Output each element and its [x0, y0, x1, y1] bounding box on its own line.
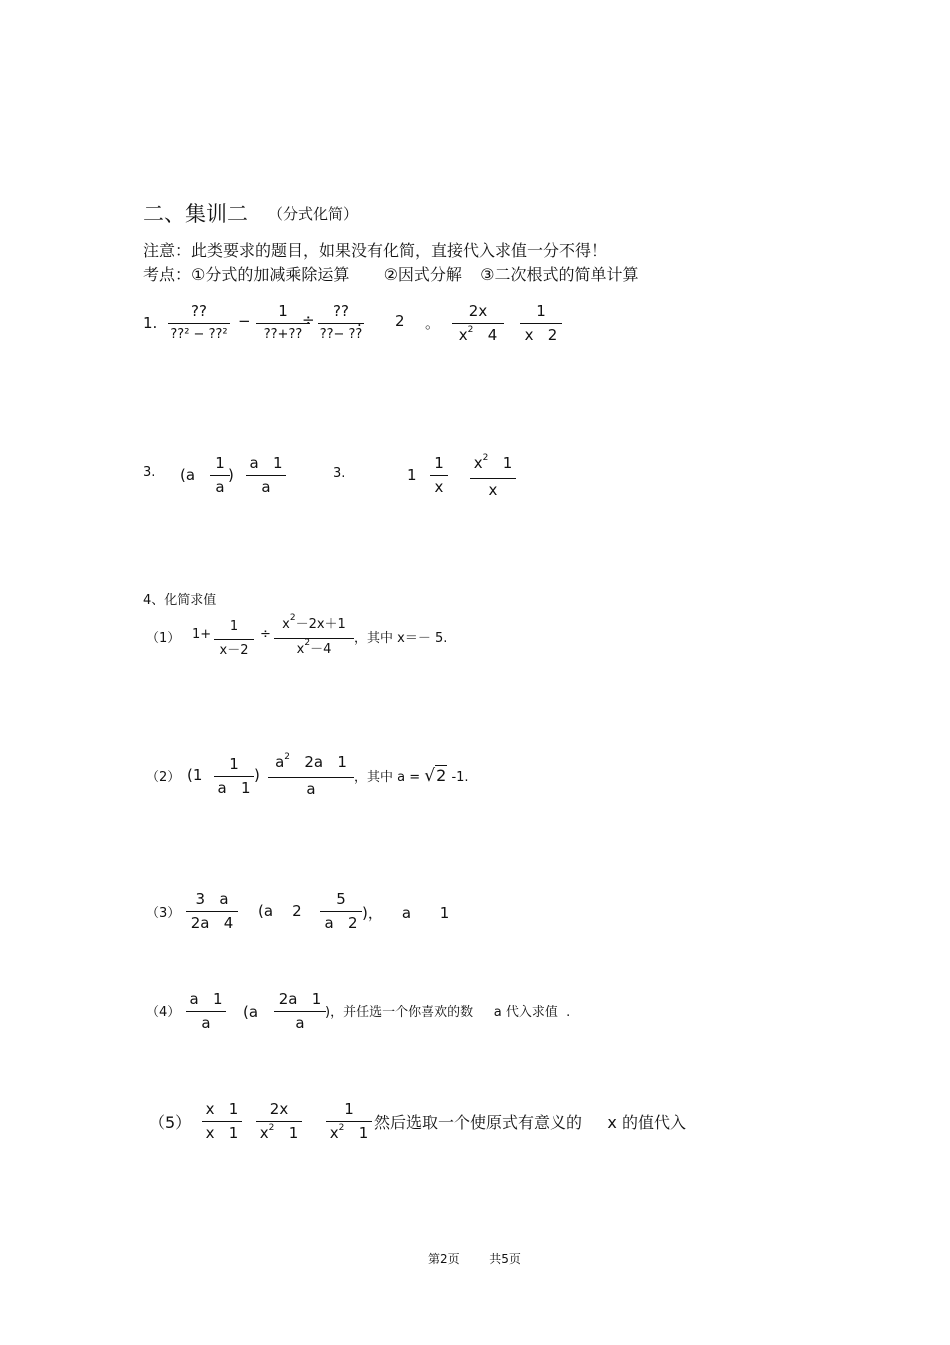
q4p1-f2-num: $x^2-2x+1$	[282, 613, 346, 632]
q4p3-fraction-1	[186, 889, 238, 933]
q4p4-open: (a	[243, 1003, 259, 1021]
q3b-f2-num: $x^2$ 1	[473, 453, 513, 472]
q4p4-f1-num: a 1	[189, 990, 223, 1008]
q2-fraction-1	[452, 301, 504, 348]
q4p2-fraction-1	[214, 754, 254, 798]
fraction-bar	[214, 776, 254, 777]
q2-f2-den: x 2	[524, 326, 558, 344]
q4p3-fraction-2	[320, 889, 362, 933]
q1-fraction-1	[168, 301, 230, 345]
footer	[428, 1250, 521, 1267]
q4p2-open: (1	[187, 766, 203, 784]
q4p1-fraction-2	[274, 615, 354, 661]
q4p3-f2-num: 5	[336, 890, 346, 908]
q4p3-tail: )， a 1	[362, 904, 450, 922]
q4p2-f1-den: a 1	[217, 779, 251, 797]
q3-fraction-1	[210, 453, 230, 497]
points-row	[143, 262, 638, 285]
q3-fraction-2	[246, 453, 286, 497]
q1-f3-den: ??− ??	[319, 327, 363, 342]
q4p1-f1-den: x－2	[219, 643, 249, 658]
q2-fraction-2	[520, 301, 562, 345]
q2-f2-num: 1	[536, 302, 546, 320]
q2-number: 2	[395, 312, 405, 330]
fraction-bar	[520, 323, 562, 324]
q3b-lead: 1	[407, 466, 417, 484]
point-1: ①分式的加减乘除运算	[191, 265, 350, 284]
sqrt-symbol: √2	[424, 766, 447, 786]
q3-close: )	[228, 466, 234, 484]
points-label: 考点：	[143, 265, 192, 284]
point-3: ③二次根式的简单计算	[480, 265, 639, 284]
fraction-bar	[246, 475, 286, 476]
q4p5-fraction-2	[256, 1099, 302, 1146]
point-2: ②因式分解	[383, 265, 462, 284]
q4p4-f2-den: a	[295, 1014, 305, 1032]
q1-number: 1.	[143, 314, 158, 332]
q1-f1-den: ??² − ??²	[170, 327, 228, 342]
q4p1-f1-num: 1	[229, 619, 239, 634]
q4p4-f2-num: 2a 1	[278, 990, 322, 1008]
q4p3-mid: (a 2	[258, 902, 302, 920]
fraction-bar	[452, 323, 504, 324]
q4p2-close: )	[254, 766, 260, 784]
q4p3-label: （3）	[146, 906, 181, 921]
q4p2-f2-num: $a^2$ 2a 1	[275, 752, 347, 771]
fraction-bar	[256, 1121, 302, 1122]
q4p1-tail: ，其中 x＝－ 5.	[354, 631, 448, 646]
fraction-bar	[186, 911, 238, 912]
q4p3-f1-num: 3 a	[195, 890, 229, 908]
q4p5-fraction-3	[326, 1099, 372, 1146]
q4p4-label: （4）	[146, 1005, 181, 1020]
q4p2-label: （2）	[146, 770, 181, 785]
q4p4-fraction-2	[274, 989, 326, 1033]
q4p5-f1-den: x 1	[205, 1124, 239, 1142]
q3b-fraction-2	[470, 453, 516, 500]
q4p2-f2-den: a	[306, 780, 316, 798]
q1-f2-den: ??+??	[263, 327, 303, 342]
q3b-fraction-1	[430, 453, 448, 497]
q4p1-label: （1）	[146, 631, 181, 646]
q4p4-f1-den: a	[201, 1014, 211, 1032]
q2-separator: 。	[425, 314, 441, 332]
q4p1-op: ÷	[260, 627, 271, 642]
fraction-bar	[430, 475, 448, 476]
q1-op-minus: −	[238, 312, 251, 330]
section-subtitle: （分式化简）	[268, 205, 359, 223]
q4p2-tail: ，其中 a = √2 -1.	[354, 766, 469, 786]
q1-period: .	[357, 312, 362, 330]
q3b-f1-num: 1	[434, 454, 444, 472]
q1-f3-num: ??	[333, 302, 349, 320]
fraction-bar	[214, 639, 254, 640]
fraction-bar	[470, 478, 516, 479]
q4p1-f2-den: $x^2-4$	[296, 638, 332, 657]
q3b-number: 3.	[333, 466, 346, 481]
fraction-bar	[268, 777, 354, 778]
q4p5-label: （5）	[149, 1113, 192, 1132]
q1-op-divide: ÷	[302, 311, 315, 329]
q4p5-f3-den: $x^2$ 1	[329, 1123, 369, 1142]
fraction-bar	[320, 911, 362, 912]
q4p3-f1-den: 2a 4	[190, 914, 234, 932]
q4p1-lead: 1+	[192, 627, 212, 642]
q4p5-f2-den: $x^2$ 1	[259, 1123, 299, 1142]
q3b-f1-den: x	[434, 478, 444, 496]
q2-f1-den: $x^2$ 4	[458, 325, 498, 344]
q4p4-tail: )，并任选一个你喜欢的数 a 代入求值 .	[325, 1005, 571, 1020]
q3-f1-num: 1	[215, 454, 225, 472]
q4p1-fraction-1	[214, 617, 254, 661]
page-number: 第2页	[428, 1252, 460, 1266]
q4p5-f1-num: x 1	[205, 1100, 239, 1118]
note-text: 注意：此类要求的题目，如果没有化简，直接代入求值一分不得！	[143, 241, 608, 260]
section-title: 二、集训二	[143, 202, 248, 226]
q1-f1-num: ??	[191, 302, 207, 320]
q4p2-fraction-2	[268, 752, 354, 799]
fraction-bar	[210, 475, 230, 476]
q4p3-f2-den: a 2	[324, 914, 358, 932]
q4p5-f3-num: 1	[344, 1100, 354, 1118]
q3-f2-num: a 1	[249, 454, 283, 472]
q3-open: (a	[180, 466, 196, 484]
q4-title: 4、化简求值	[143, 593, 217, 608]
q4p5-f2-num: 2x	[269, 1100, 289, 1118]
fraction-bar	[326, 1121, 372, 1122]
q4p5-fraction-1	[202, 1099, 242, 1143]
q3-f2-den: a	[261, 478, 271, 496]
q2-f1-num: 2x	[468, 302, 488, 320]
fraction-bar	[168, 323, 230, 324]
q4p5-tail: 然后选取一个使原式有意义的 x 的值代入	[374, 1113, 686, 1132]
fraction-bar	[202, 1121, 242, 1122]
page-total: 共5页	[489, 1252, 521, 1266]
q3-number: 3.	[143, 465, 156, 480]
q4p2-f1-num: 1	[229, 755, 239, 773]
q3b-f2-den: x	[488, 481, 498, 499]
q1-f2-num: 1	[278, 302, 288, 320]
q4p4-fraction-1	[186, 989, 226, 1033]
fraction-bar	[274, 1011, 326, 1012]
fraction-bar	[274, 638, 354, 639]
fraction-bar	[186, 1011, 226, 1012]
q3-f1-den: a	[215, 478, 225, 496]
